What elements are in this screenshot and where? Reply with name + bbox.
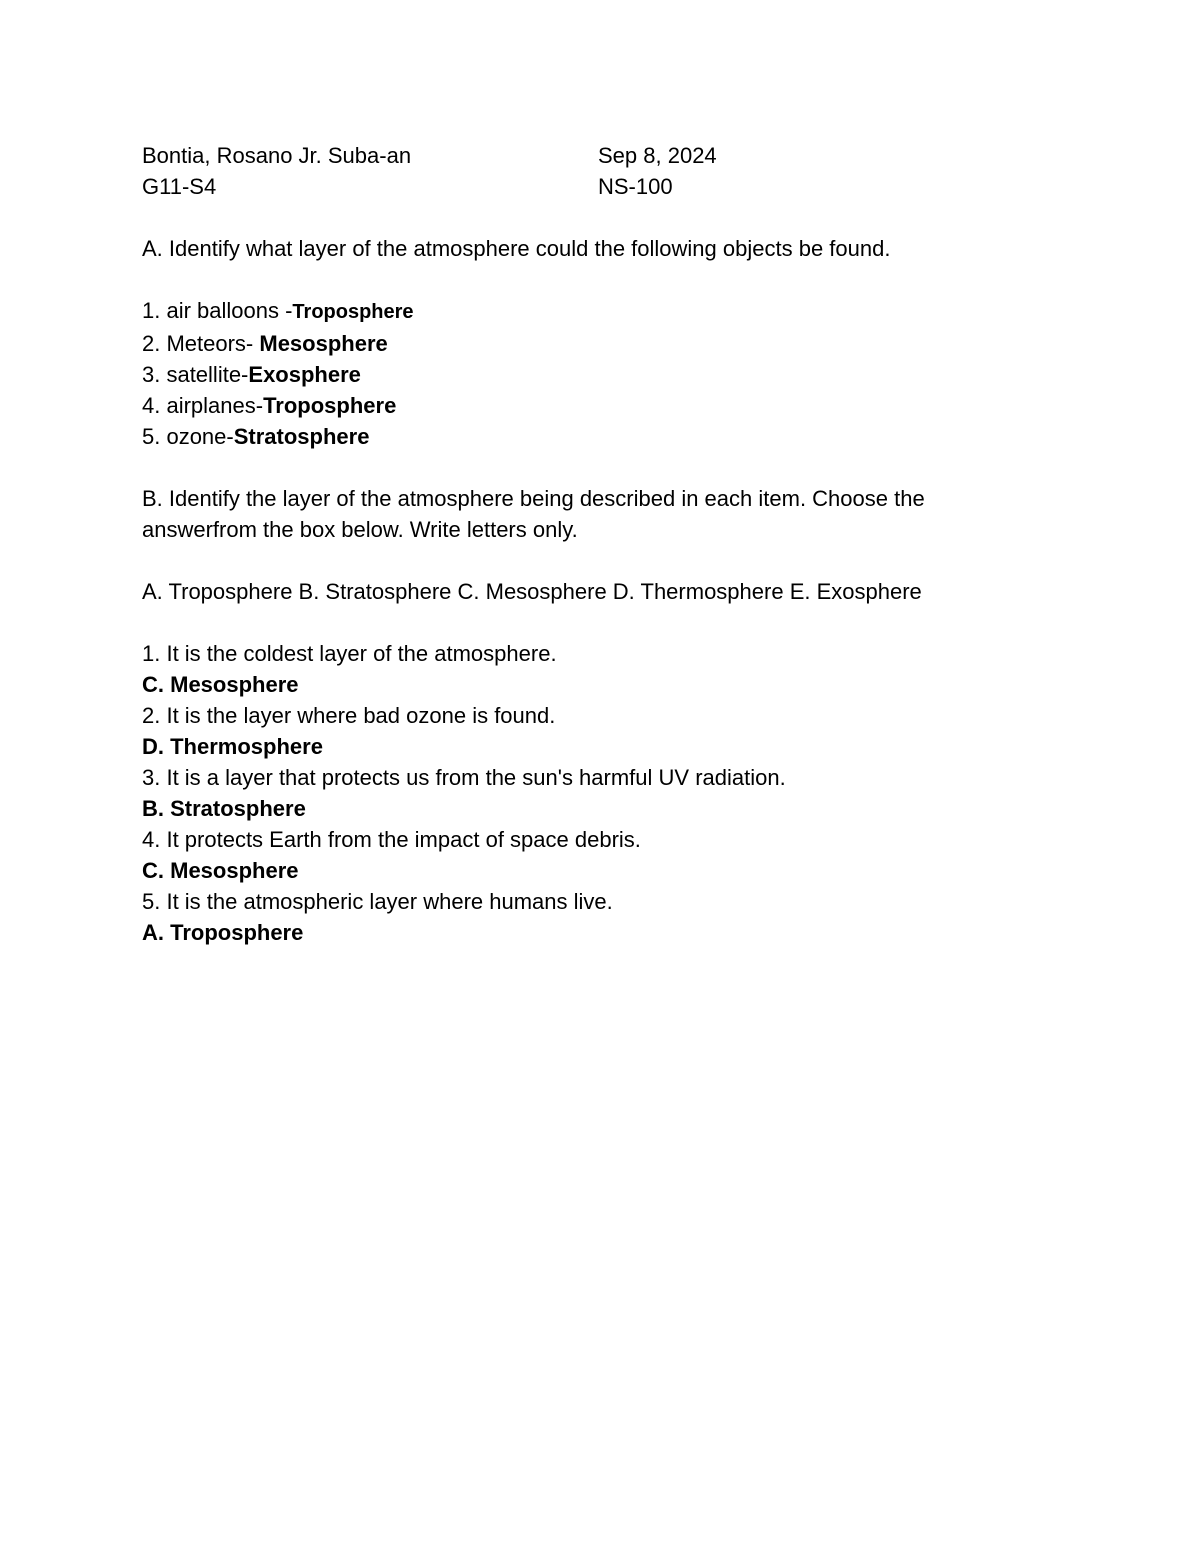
part-b-question: 1. It is the coldest layer of the atmosphere. <box>142 641 557 666</box>
part-b-answer: A. Troposphere <box>142 920 304 945</box>
part-b-answer: C. Mesosphere <box>142 858 299 883</box>
part-a-item-answer: Troposphere <box>263 393 397 418</box>
spacer <box>142 452 1042 483</box>
part-a-item-answer: Stratosphere <box>233 424 370 449</box>
student-section: G11-S4 <box>142 174 217 199</box>
student-name: Bontia, Rosano Jr. Suba-an <box>142 143 412 168</box>
part-b-question: 2. It is the layer where bad ozone is found. <box>142 703 556 728</box>
part-a-item-prompt: 3. satellite- <box>142 362 249 387</box>
part-a-item-prompt: 1. air balloons - <box>142 298 293 323</box>
part-b-answer: C. Mesosphere <box>142 672 299 697</box>
part-b-answer: B. Stratosphere <box>142 796 306 821</box>
course-code: NS-100 <box>598 174 673 199</box>
document-page <box>142 140 1042 948</box>
spacer <box>142 545 1042 576</box>
part-a-item-answer: Mesosphere <box>259 331 388 356</box>
spacer <box>142 264 1042 295</box>
part-b-instruction-line-2: answerfrom the box below. Write letters only. <box>142 517 578 542</box>
spacer <box>142 202 1042 233</box>
part-b-answer: D. Thermosphere <box>142 734 323 759</box>
part-a-item-answer: Exosphere <box>248 362 361 387</box>
part-b-choices: A. Troposphere B. Stratosphere C. Mesosphere D. Thermosphere E. Exosphere <box>142 579 922 604</box>
part-b-instruction-line-1: B. Identify the layer of the atmosphere being described in each item. Choose the <box>142 486 925 511</box>
part-b-question: 5. It is the atmospheric layer where humans live. <box>142 889 613 914</box>
part-a-item-prompt: 5. ozone- <box>142 424 234 449</box>
part-a-instruction: A. Identify what layer of the atmosphere could the following objects be found. <box>142 236 891 261</box>
part-a-item <box>142 328 1042 359</box>
header-row-1 <box>142 140 1042 171</box>
part-a-item <box>142 390 1042 421</box>
part-a-item-answer: Troposphere <box>292 301 414 323</box>
document-date: Sep 8, 2024 <box>598 143 717 168</box>
part-b-question: 3. It is a layer that protects us from the sun's harmful UV radiation. <box>142 765 786 790</box>
spacer <box>142 607 1042 638</box>
part-a-item <box>142 295 1042 328</box>
part-a-item <box>142 359 1042 390</box>
part-a-item-prompt: 2. Meteors- <box>142 331 260 356</box>
part-b-question: 4. It protects Earth from the impact of space debris. <box>142 827 641 852</box>
part-a-item-prompt: 4. airplanes- <box>142 393 264 418</box>
header-row-2 <box>142 171 1042 202</box>
part-a-item <box>142 421 1042 452</box>
